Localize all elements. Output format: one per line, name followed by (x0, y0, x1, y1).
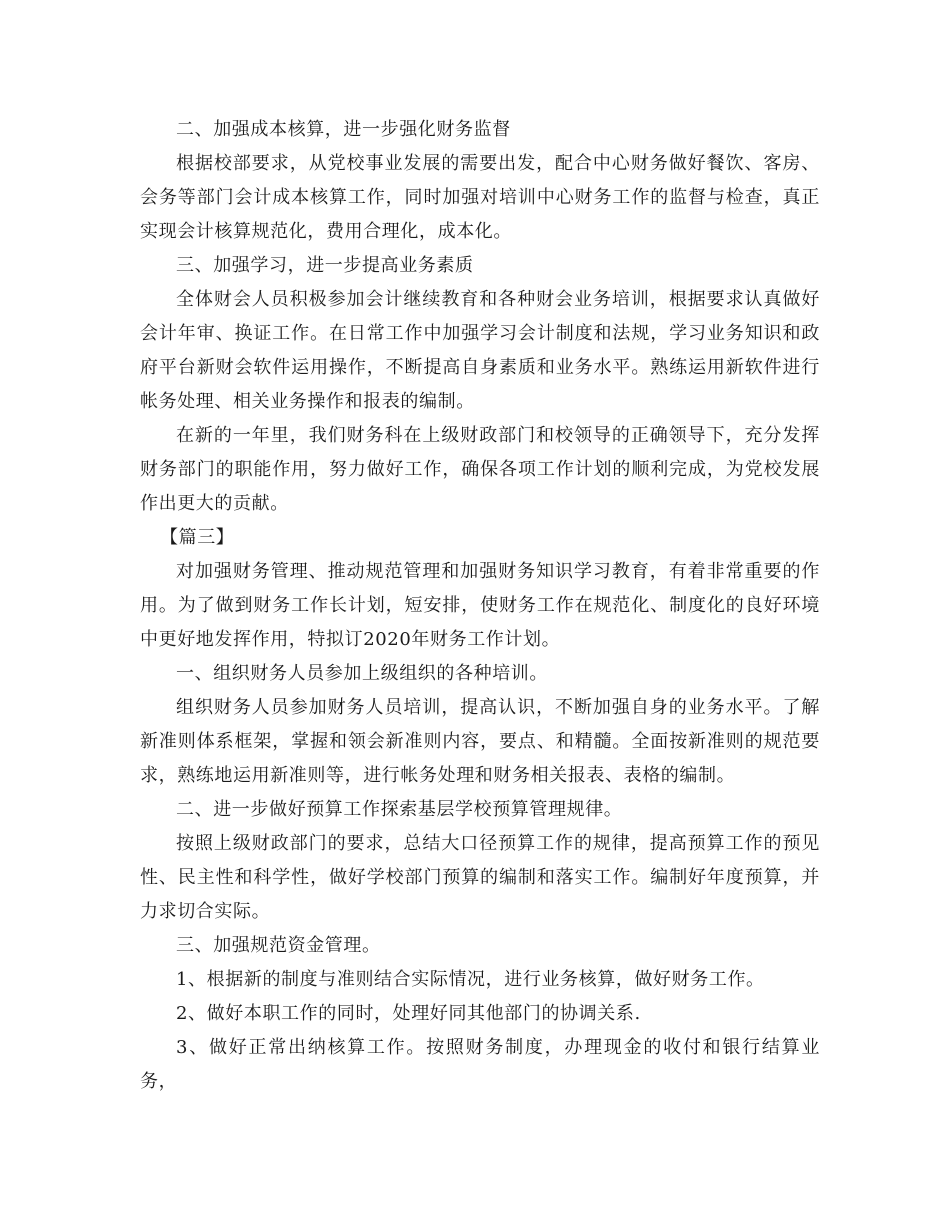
section-heading-study: 三、加强学习，进一步提高业务素质 (176, 255, 474, 276)
section-heading-budget: 二、进一步做好预算工作探索基层学校预算管理规律。 (176, 799, 623, 820)
body-paragraph-cost-accounting: 根据校部要求，从党校事业发展的需要出发，配合中心财务做好餐饮、客房、会务等部门会计成本核算工作，同时加强对培训中心财务工作的监督与检查，真正实现会计核算规范化，费用合理化，成本化。 (140, 153, 820, 242)
section-tag-part-three: 【篇三】 (160, 527, 235, 548)
body-paragraph-budget: 按照上级财政部门的要求，总结大口径预算工作的规律，提高预算工作的预见性、民主性和科学性，做好学校部门预算的编制和落实工作。编制好年度预算，并力求切合实际。 (140, 833, 820, 922)
document-page (140, 113, 820, 1099)
body-paragraph-intro: 对加强财务管理、推动规范管理和加强财务知识学习教育，有着非常重要的作用。为了做到财务工作长计划，短安排，使财务工作在规范化、制度化的良好环境中更好地发挥作用，特拟订2020年财务工作计划。 (140, 561, 820, 650)
section-heading-funds: 三、加强规范资金管理。 (176, 935, 381, 956)
list-item-funds-2: 2、做好本职工作的同时，处理好同其他部门的协调关系. (176, 1003, 641, 1024)
list-item-funds-1: 1、根据新的制度与准则结合实际情况，进行业务核算，做好财务工作。 (176, 969, 765, 990)
body-paragraph-study: 全体财会人员积极参加会计继续教育和各种财会业务培训，根据要求认真做好会计年审、换证工作。在日常工作中加强学习会计制度和法规，学习业务知识和政府平台新财会软件运用操作，不断提高自身素质和业务水平。熟练运用新软件进行帐务处理、相关业务操作和报表的编制。 (140, 289, 820, 412)
section-heading-cost-accounting: 二、加强成本核算，进一步强化财务监督 (176, 119, 511, 140)
body-paragraph-training: 组织财务人员参加财务人员培训，提高认识，不断加强自身的业务水平。了解新准则体系框架，掌握和领会新准则内容，要点、和精髓。全面按新准则的规范要求，熟练地运用新准则等，进行帐务处理和财务相关报表、表格的编制。 (140, 697, 820, 786)
list-item-funds-3: 3、做好正常出纳核算工作。按照财务制度，办理现金的收付和银行结算业务， (140, 1037, 820, 1092)
section-heading-training: 一、组织财务人员参加上级组织的各种培训。 (176, 663, 548, 684)
body-paragraph-new-year: 在新的一年里，我们财务科在上级财政部门和校领导的正确领导下，充分发挥财务部门的职能作用，努力做好工作，确保各项工作计划的顺利完成，为党校发展作出更大的贡献。 (140, 425, 820, 514)
